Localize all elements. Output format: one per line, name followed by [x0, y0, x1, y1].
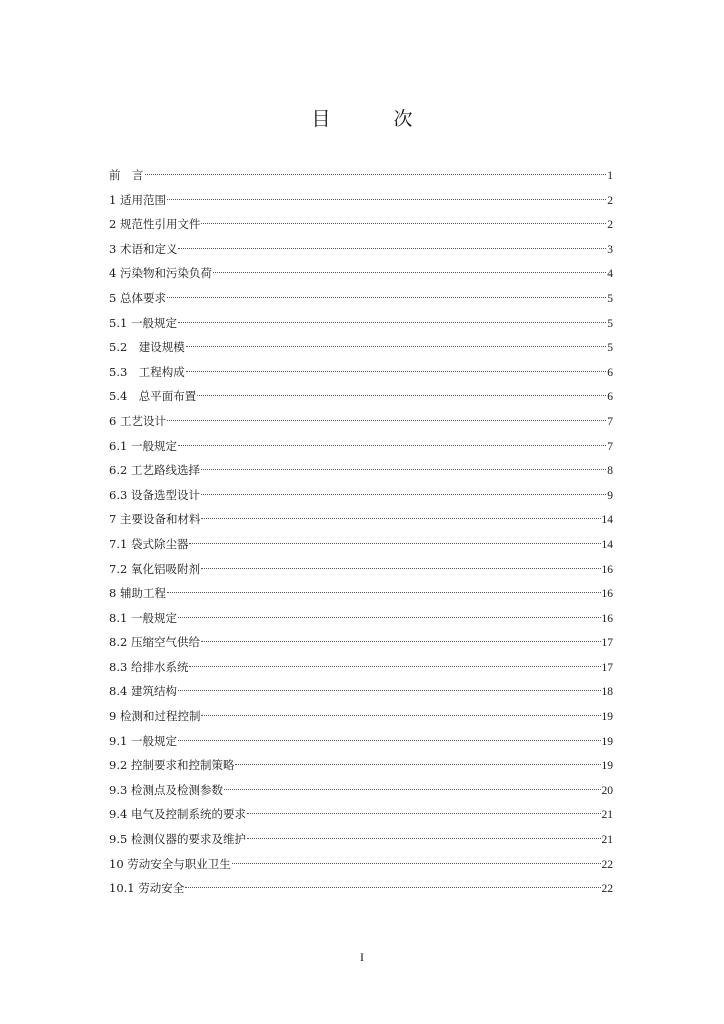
toc-entry-page: 20 — [601, 784, 613, 797]
toc-dot-leader — [201, 469, 606, 470]
toc-entry-page: 2 — [607, 219, 613, 232]
page-title: 目 次 — [311, 108, 435, 130]
toc-entry-label: 5.1 一般规定 — [109, 315, 177, 330]
toc-entry-label: 7.1 袋式除尘器 — [109, 536, 189, 551]
toc-entry-label: 9.4 电气及控制系统的要求 — [109, 807, 246, 822]
toc-entry[interactable] — [109, 335, 613, 360]
toc-entry[interactable] — [109, 852, 613, 877]
toc-dot-leader — [189, 666, 600, 667]
toc-entry[interactable] — [109, 163, 613, 188]
toc-dot-leader — [167, 199, 606, 200]
toc-entry-label: 1 适用范围 — [109, 192, 166, 207]
toc-entry[interactable] — [109, 286, 613, 311]
toc-entry[interactable] — [109, 188, 613, 213]
toc-entry-label: 6.2 工艺路线选择 — [109, 463, 200, 478]
toc-dot-leader — [247, 838, 601, 839]
toc-entry-label: 9.2 控制要求和控制策略 — [109, 758, 235, 773]
toc-dot-leader — [178, 740, 601, 741]
toc-entry[interactable] — [109, 679, 613, 704]
toc-entry-page: 14 — [601, 514, 613, 527]
toc-entry-label: 10.1 劳动安全 — [109, 881, 185, 896]
toc-entry[interactable] — [109, 557, 613, 582]
toc-dot-leader — [167, 297, 606, 298]
toc-entry[interactable] — [109, 483, 613, 508]
toc-entry-page: 21 — [601, 809, 613, 822]
toc-entry-page: 14 — [601, 538, 613, 551]
toc-entry[interactable] — [109, 704, 613, 729]
toc-entry[interactable] — [109, 311, 613, 336]
toc-dot-leader — [201, 715, 600, 716]
toc-dot-leader — [167, 420, 606, 421]
toc-entry[interactable] — [109, 630, 613, 655]
toc-entry-page: 16 — [601, 588, 613, 601]
toc-entry-page: 17 — [601, 661, 613, 674]
toc-entry-label: 5.2 建设规模 — [109, 340, 185, 355]
toc-entry-page: 7 — [607, 440, 613, 453]
toc-dot-leader — [178, 690, 601, 691]
toc-entry[interactable] — [109, 458, 613, 483]
toc-entry-page: 5 — [607, 317, 613, 330]
toc-dot-leader — [224, 789, 601, 790]
toc-dot-leader — [247, 813, 601, 814]
toc-entry-page: 19 — [601, 711, 613, 724]
toc-dot-leader — [197, 395, 606, 396]
toc-entry-page: 19 — [601, 760, 613, 773]
toc-entry-label: 8.1 一般规定 — [109, 610, 177, 625]
toc-entry-page: 9 — [607, 489, 613, 502]
page-number: I — [360, 950, 364, 964]
toc-entry[interactable] — [109, 261, 613, 286]
toc-entry[interactable] — [109, 384, 613, 409]
toc-dot-leader — [235, 764, 600, 765]
toc-dot-leader — [167, 592, 601, 593]
toc-entry-page: 7 — [607, 415, 613, 428]
toc-dot-leader — [213, 272, 606, 273]
toc-entry-label: 7 主要设备和材料 — [109, 512, 201, 527]
toc-entry-page: 1 — [607, 170, 613, 182]
table-of-contents — [109, 163, 613, 901]
toc-entry[interactable] — [109, 827, 613, 852]
toc-entry-label: 8.2 压缩空气供给 — [109, 635, 200, 650]
toc-entry[interactable] — [109, 606, 613, 631]
toc-entry[interactable] — [109, 876, 613, 901]
toc-entry-page: 5 — [607, 342, 613, 355]
toc-entry[interactable] — [109, 753, 613, 778]
toc-entry-label: 5 总体要求 — [109, 290, 166, 305]
toc-entry[interactable] — [109, 434, 613, 459]
toc-entry-label: 5.3 工程构成 — [109, 364, 185, 379]
toc-entry-page: 16 — [601, 612, 613, 625]
toc-entry-label: 前 言 — [109, 168, 144, 182]
toc-dot-leader — [178, 445, 606, 446]
toc-dot-leader — [189, 543, 600, 544]
toc-dot-leader — [201, 494, 606, 495]
toc-entry[interactable] — [109, 778, 613, 803]
toc-entry-label: 10 劳动安全与职业卫生 — [109, 856, 231, 871]
toc-dot-leader — [145, 174, 607, 175]
toc-entry[interactable] — [109, 507, 613, 532]
toc-entry-page: 22 — [601, 883, 613, 896]
toc-entry-page: 8 — [607, 465, 613, 478]
toc-entry-page: 4 — [607, 268, 613, 281]
toc-dot-leader — [232, 863, 601, 864]
toc-dot-leader — [201, 641, 601, 642]
toc-entry-label: 9 检测和过程控制 — [109, 709, 201, 724]
toc-dot-leader — [186, 346, 606, 347]
toc-entry-page: 17 — [601, 637, 613, 650]
toc-entry[interactable] — [109, 655, 613, 680]
toc-dot-leader — [186, 371, 606, 372]
toc-entry-page: 19 — [601, 735, 613, 748]
toc-dot-leader — [201, 223, 606, 224]
toc-dot-leader — [201, 518, 600, 519]
toc-entry[interactable] — [109, 729, 613, 754]
toc-entry[interactable] — [109, 802, 613, 827]
toc-entry-page: 6 — [607, 366, 613, 379]
toc-entry[interactable] — [109, 409, 613, 434]
toc-entry-label: 5.4 总平面布置 — [109, 389, 197, 404]
toc-entry-page: 6 — [607, 391, 613, 404]
toc-entry-page: 22 — [601, 858, 613, 871]
toc-entry-label: 6.1 一般规定 — [109, 438, 177, 453]
toc-dot-leader — [201, 568, 601, 569]
toc-entry[interactable] — [109, 360, 613, 385]
toc-entry-label: 7.2 氧化铝吸附剂 — [109, 561, 200, 576]
toc-entry-label: 8 辅助工程 — [109, 586, 166, 601]
toc-entry-label: 8.4 建筑结构 — [109, 684, 177, 699]
toc-entry-label: 9.5 检测仪器的要求及维护 — [109, 832, 246, 847]
toc-dot-leader — [178, 248, 606, 249]
toc-dot-leader — [178, 322, 606, 323]
toc-entry[interactable] — [109, 237, 613, 262]
toc-entry-label: 6.3 设备选型设计 — [109, 487, 200, 502]
toc-dot-leader — [185, 887, 600, 888]
toc-entry-page: 21 — [601, 834, 613, 847]
toc-entry-page: 3 — [607, 243, 613, 256]
toc-entry[interactable] — [109, 581, 613, 606]
toc-entry-label: 6 工艺设计 — [109, 413, 166, 428]
toc-entry-label: 9.1 一般规定 — [109, 733, 177, 748]
toc-entry-page: 16 — [601, 563, 613, 576]
toc-entry-page: 2 — [607, 194, 613, 207]
toc-entry-page: 18 — [601, 686, 613, 699]
toc-entry-label: 9.3 检测点及检测参数 — [109, 782, 223, 797]
toc-entry-label: 3 术语和定义 — [109, 241, 178, 256]
toc-entry-page: 5 — [607, 292, 613, 305]
toc-entry-label: 8.3 给排水系统 — [109, 659, 189, 674]
toc-dot-leader — [178, 617, 601, 618]
toc-entry[interactable] — [109, 532, 613, 557]
toc-entry-label: 4 污染物和污染负荷 — [109, 266, 212, 281]
toc-entry[interactable] — [109, 212, 613, 237]
toc-entry-label: 2 规范性引用文件 — [109, 217, 201, 232]
